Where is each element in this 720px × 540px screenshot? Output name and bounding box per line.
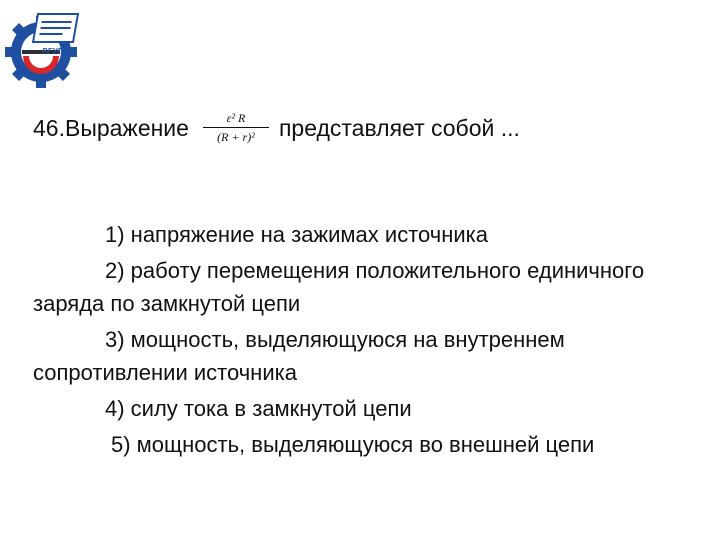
logo-text: РГУПС: [42, 47, 70, 56]
formula-denominator: (R + r)²: [217, 130, 255, 144]
answer-option-4: 4) силу тока в замкнутой цепи: [105, 396, 412, 421]
formula-fraction: [203, 112, 269, 144]
question-prefix: 46.Выражение: [33, 115, 189, 141]
question-suffix: представляет собой ...: [278, 115, 520, 141]
answer-list: [33, 218, 693, 464]
gear-emblem-icon: [4, 8, 86, 88]
answer-option-2: 2) работу перемещения положительного единичного заряда по замкнутой цепи: [33, 258, 645, 316]
answer-option-3: 3) мощность, выделяющуюся на внутреннем сопротивлении источника: [33, 327, 565, 385]
formula-numerator: ε² R: [226, 111, 246, 125]
answer-option-5: 5) мощность, выделяющуюся во внешней цепи: [111, 432, 595, 457]
university-logo: [4, 8, 86, 88]
question-line: [33, 112, 520, 144]
answer-option-1: 1) напряжение на зажимах источника: [105, 222, 489, 247]
